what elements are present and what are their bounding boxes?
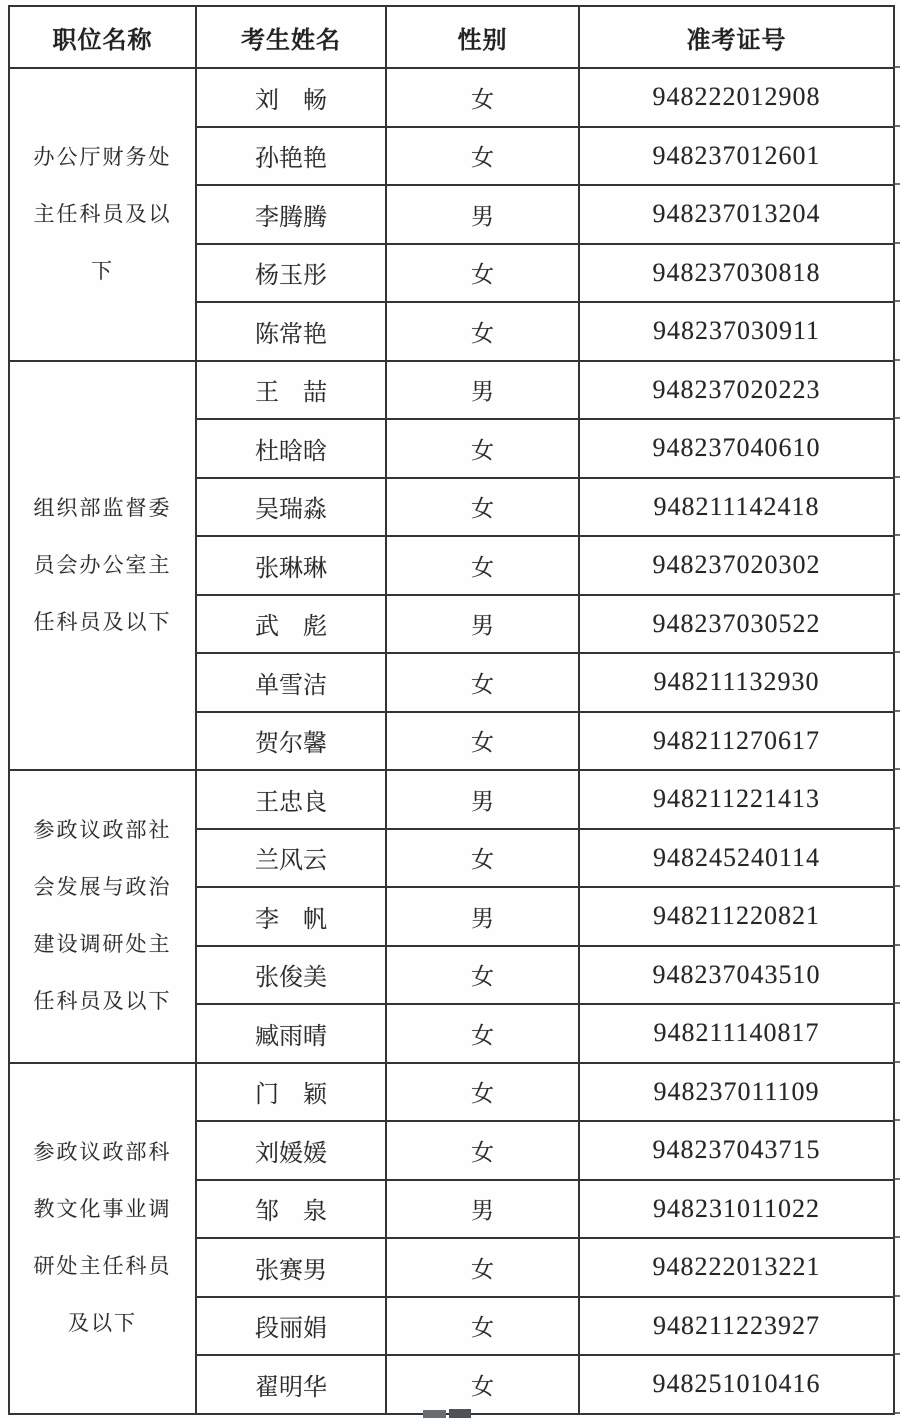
gender: 女 [386,536,579,595]
scan-line-overhang [894,1412,900,1414]
scan-smudge-artifact [423,1410,446,1418]
position-group-cell [9,68,196,361]
ticket-number: 948211140817 [579,1004,894,1063]
gender: 男 [386,595,579,654]
ticket-number: 948237030522 [579,595,894,654]
gender: 男 [386,185,579,244]
ticket-number: 948237030818 [579,244,894,303]
position-label: 办公厅财务处 主任科员及以 下 [33,144,172,283]
scan-line-overhang [894,242,900,244]
scan-line-overhang [894,710,900,712]
scan-line-overhang [894,476,900,478]
scan-line-overhang [894,651,900,653]
scan-line-overhang [894,359,900,361]
scan-smudge-artifact [449,1409,471,1418]
scan-line-overhang [894,1178,900,1180]
scan-line-overhang [894,125,900,127]
candidate-name: 张琳琳 [196,536,386,595]
candidate-name: 单雪洁 [196,653,386,712]
candidate-name: 兰风云 [196,829,386,888]
candidate-name: 王忠良 [196,770,386,829]
ticket-number: 948237020302 [579,536,894,595]
col-header-ticket-no: 准考证号 [579,6,894,68]
scan-line-overhang [894,1119,900,1121]
position-label: 参政议政部科 教文化事业调 研处主任科员 及以下 [33,1140,172,1335]
gender: 女 [386,1297,579,1356]
gender: 女 [386,478,579,537]
candidate-name: 杨玉彤 [196,244,386,303]
scan-line-overhang [894,66,900,68]
ticket-number: 948237043510 [579,946,894,1005]
gender: 女 [386,244,579,303]
candidate-name: 王 喆 [196,361,386,420]
candidate-name: 贺尔馨 [196,712,386,771]
table-row [9,361,894,420]
ticket-number: 948211220821 [579,887,894,946]
scan-line-overhang [894,417,900,419]
table-row [9,770,894,829]
ticket-number: 948211270617 [579,712,894,771]
position-group-cell [9,361,196,771]
gender: 女 [386,419,579,478]
ticket-number: 948211223927 [579,1297,894,1356]
ticket-number: 948211132930 [579,653,894,712]
scan-line-overhang [894,300,900,302]
gender: 男 [386,770,579,829]
gender: 女 [386,1355,579,1414]
ticket-number: 948231011022 [579,1180,894,1239]
ticket-number: 948237043715 [579,1121,894,1180]
scan-line-overhang [894,1353,900,1355]
ticket-number: 948222013221 [579,1238,894,1297]
candidate-name: 刘 畅 [196,68,386,127]
ticket-number: 948211142418 [579,478,894,537]
gender: 女 [386,946,579,1005]
candidate-name: 武 彪 [196,595,386,654]
scan-line-overhang [894,1236,900,1238]
gender: 女 [386,1121,579,1180]
gender: 男 [386,361,579,420]
table-row [9,1063,894,1122]
scan-line-overhang [894,1295,900,1297]
scan-line-overhang [894,768,900,770]
gender: 女 [386,1063,579,1122]
gender: 女 [386,829,579,888]
scan-line-overhang [894,885,900,887]
header-row [9,6,894,68]
gender: 女 [386,712,579,771]
gender: 女 [386,68,579,127]
gender: 男 [386,1180,579,1239]
ticket-number: 948245240114 [579,829,894,888]
candidate-name: 张俊美 [196,946,386,1005]
scan-line-overhang [894,1061,900,1063]
ticket-number: 948237030911 [579,302,894,361]
scan-line-overhang [894,944,900,946]
candidate-name: 张赛男 [196,1238,386,1297]
ticket-number: 948237011109 [579,1063,894,1122]
ticket-number: 948237020223 [579,361,894,420]
scan-line-overhang [894,183,900,185]
position-label: 参政议政部社 会发展与政治 建设调研处主 任科员及以下 [33,818,172,1014]
candidate-name: 臧雨晴 [196,1004,386,1063]
candidate-name: 吴瑞淼 [196,478,386,537]
scan-line-overhang [894,1002,900,1004]
scan-line-overhang [894,593,900,595]
candidate-name: 翟明华 [196,1355,386,1414]
candidate-name: 李 帆 [196,887,386,946]
position-group-cell [9,770,196,1063]
candidate-name: 刘媛媛 [196,1121,386,1180]
gender: 男 [386,887,579,946]
candidate-name: 门 颖 [196,1063,386,1122]
scanned-document [8,5,895,1415]
candidate-name: 邹 泉 [196,1180,386,1239]
gender: 女 [386,653,579,712]
ticket-number: 948237013204 [579,185,894,244]
col-header-candidate-name: 考生姓名 [196,6,386,68]
candidate-name: 杜晗晗 [196,419,386,478]
gender: 女 [386,302,579,361]
admission-roster-table [8,5,895,1415]
gender: 女 [386,127,579,186]
candidate-name: 段丽娟 [196,1297,386,1356]
gender: 女 [386,1004,579,1063]
table-row [9,68,894,127]
candidate-name: 陈常艳 [196,302,386,361]
candidate-name: 孙艳艳 [196,127,386,186]
gender: 女 [386,1238,579,1297]
position-group-cell [9,1063,196,1414]
ticket-number: 948211221413 [579,770,894,829]
scan-line-overhang [894,534,900,536]
ticket-number: 948222012908 [579,68,894,127]
ticket-number: 948251010416 [579,1355,894,1414]
ticket-number: 948237040610 [579,419,894,478]
ticket-number: 948237012601 [579,127,894,186]
position-label: 组织部监督委 员会办公室主 任科员及以下 [33,495,172,634]
col-header-position: 职位名称 [9,6,196,68]
candidate-name: 李腾腾 [196,185,386,244]
scan-line-overhang [894,827,900,829]
col-header-gender: 性别 [386,6,579,68]
